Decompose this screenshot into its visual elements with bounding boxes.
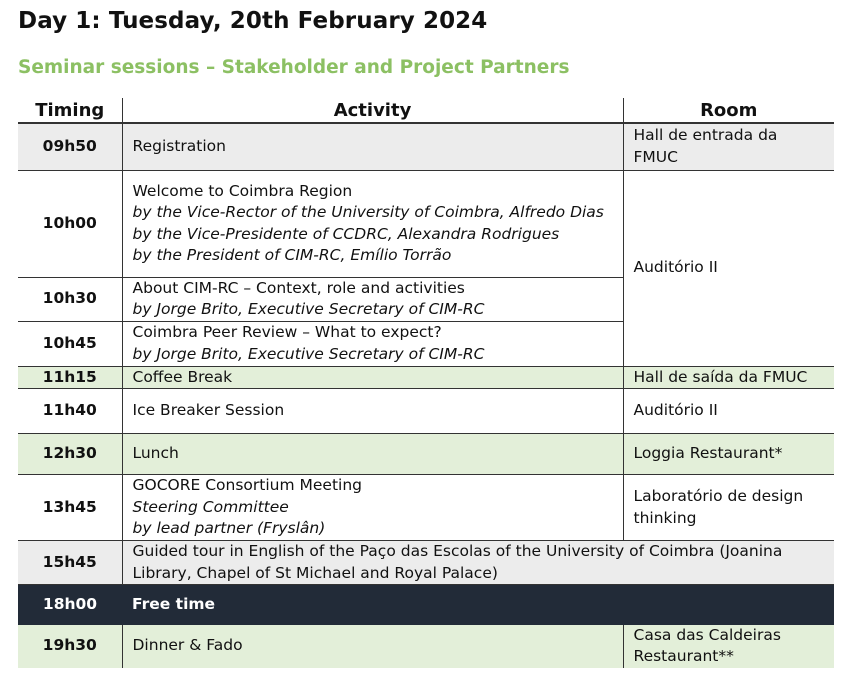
time-cell: 10h30 bbox=[18, 277, 122, 321]
activity-text: Coffee Break bbox=[132, 367, 233, 386]
activity-subtitle: Steering Committee bbox=[132, 497, 289, 516]
room-cell: Hall de saída da FMUC bbox=[623, 366, 834, 389]
time-cell: 10h45 bbox=[18, 321, 122, 366]
table-row bbox=[18, 585, 834, 625]
speaker-text: by Jorge Brito, Executive Secretary of CIM-RC bbox=[132, 344, 485, 363]
table-row bbox=[18, 475, 834, 541]
room-cell: Loggia Restaurant* bbox=[623, 434, 834, 475]
agenda-table bbox=[18, 98, 834, 668]
activity-cell bbox=[122, 321, 623, 366]
section-subtitle: Seminar sessions – Stakeholder and Project Partners bbox=[18, 57, 570, 78]
column-header-room: Room bbox=[623, 98, 834, 123]
activity-text: GOCORE Consortium Meeting bbox=[132, 476, 363, 495]
time-cell: 15h45 bbox=[18, 541, 122, 585]
activity-text: Guided tour in English of the Paço das Escolas of the University of Coimbra (Joanina Library, Chapel of St Michael and Royal Palace) bbox=[132, 542, 783, 582]
time-cell: 11h40 bbox=[18, 389, 122, 434]
speaker-text: by the Vice-Presidente of CCDRC, Alexandra Rodrigues bbox=[132, 224, 560, 243]
activity-cell bbox=[122, 434, 623, 475]
speaker-text: by Jorge Brito, Executive Secretary of CIM-RC bbox=[132, 300, 485, 318]
column-header-timing: Timing bbox=[18, 98, 122, 123]
activity-cell bbox=[122, 625, 623, 668]
activity-text: Welcome to Coimbra Region bbox=[132, 181, 353, 200]
table-row bbox=[18, 123, 834, 170]
time-cell: 13h45 bbox=[18, 475, 122, 541]
activity-cell bbox=[122, 475, 623, 541]
time-cell: 10h00 bbox=[18, 170, 122, 277]
table-row bbox=[18, 625, 834, 668]
time-cell: 19h30 bbox=[18, 625, 122, 668]
speaker-text: by the President of CIM-RC, Emílio Torrão bbox=[132, 246, 452, 264]
activity-text: Dinner & Fado bbox=[132, 636, 243, 655]
speaker-text: by the Vice-Rector of the University of Coimbra, Alfredo Dias bbox=[132, 203, 604, 221]
room-cell: Auditório II bbox=[623, 389, 834, 434]
table-row bbox=[18, 389, 834, 434]
activity-cell bbox=[122, 389, 623, 434]
time-cell: 18h00 bbox=[18, 585, 122, 625]
time-cell: 09h50 bbox=[18, 123, 122, 170]
activity-text: Free time bbox=[132, 595, 216, 613]
room-cell: Casa das Caldeiras Restaurant** bbox=[623, 625, 834, 668]
table-header-row bbox=[18, 98, 834, 123]
room-cell: Hall de entrada da FMUC bbox=[623, 123, 834, 170]
activity-text: About CIM-RC – Context, role and activities bbox=[132, 278, 465, 297]
activity-text: Coimbra Peer Review – What to expect? bbox=[132, 323, 442, 341]
table-row bbox=[18, 170, 834, 277]
activity-cell bbox=[122, 123, 623, 170]
activity-cell bbox=[122, 170, 623, 277]
activity-text: Lunch bbox=[132, 444, 179, 463]
room-cell: Laboratório de design thinking bbox=[623, 475, 834, 541]
speaker-text: by lead partner (Fryslân) bbox=[132, 519, 326, 538]
table-row bbox=[18, 366, 834, 389]
activity-cell bbox=[122, 541, 834, 585]
page-title: Day 1: Tuesday, 20th February 2024 bbox=[18, 8, 488, 34]
column-header-activity: Activity bbox=[122, 98, 623, 123]
time-cell: 11h15 bbox=[18, 366, 122, 389]
room-cell: Auditório II bbox=[623, 170, 834, 366]
activity-text: Ice Breaker Session bbox=[132, 401, 285, 420]
activity-cell bbox=[122, 366, 623, 389]
table-row bbox=[18, 541, 834, 585]
time-cell: 12h30 bbox=[18, 434, 122, 475]
activity-text: Registration bbox=[132, 137, 226, 155]
activity-cell bbox=[122, 277, 623, 321]
table-row bbox=[18, 434, 834, 475]
activity-cell bbox=[122, 585, 834, 625]
